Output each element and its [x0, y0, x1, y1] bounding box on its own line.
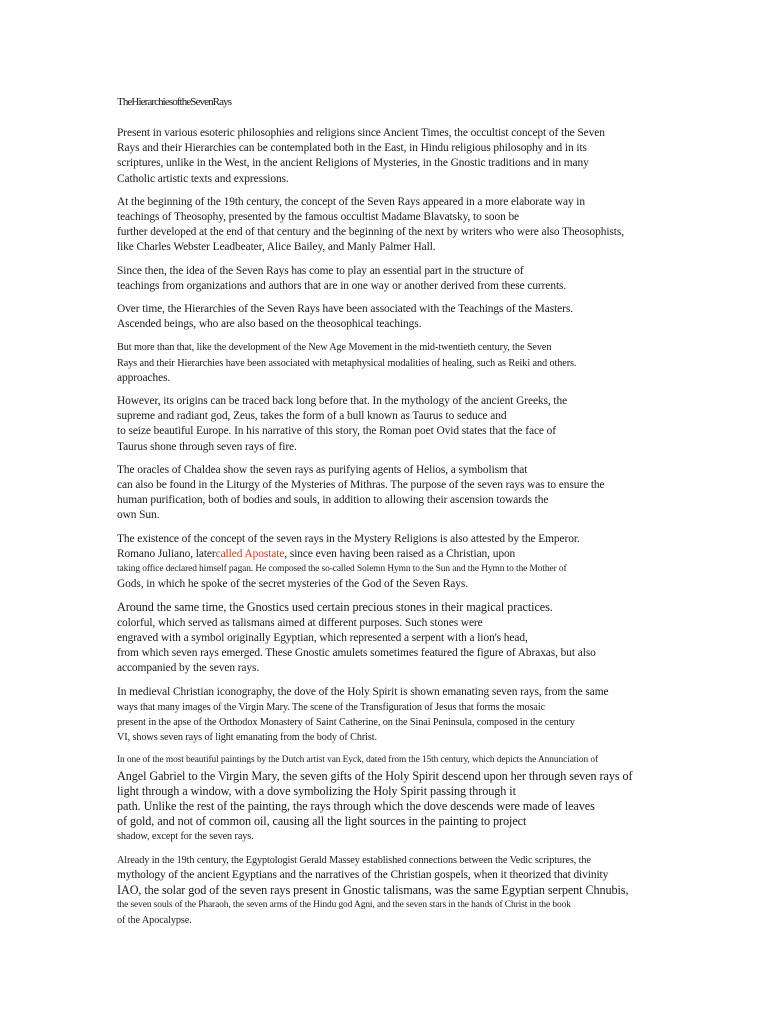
text-segment: own Sun.	[117, 509, 160, 522]
text-line	[117, 478, 657, 493]
text-line	[117, 156, 657, 171]
text-line	[117, 317, 657, 332]
text-line	[117, 646, 657, 661]
paragraph	[117, 600, 657, 676]
text-segment: But more than that, like the development of the New Age Movement in the mid-twentieth century, the Seven	[117, 342, 552, 354]
text-segment: light through a window, with a dove symbolizing the Holy Spirit passing through it	[117, 783, 516, 798]
text-line	[117, 394, 657, 409]
paragraph	[117, 302, 657, 332]
text-segment: scriptures, unlike in the West, in the ancient Religions of Mysteries, in the Gnostic traditions and in many	[117, 157, 589, 170]
text-line	[117, 562, 657, 577]
text-line	[117, 440, 657, 455]
text-line	[117, 730, 657, 745]
text-line	[117, 195, 657, 210]
text-line	[117, 340, 657, 355]
document-title: TheHierarchiesoftheSevenRays	[117, 96, 232, 108]
text-segment: path. Unlike the rest of the painting, the rays through which the dove descends were made of leaves	[117, 798, 595, 813]
text-line	[117, 883, 657, 898]
text-segment: like Charles Webster Leadbeater, Alice Bailey, and Manly Palmer Hall.	[117, 241, 436, 254]
text-line	[117, 769, 657, 784]
text-line	[117, 409, 657, 424]
text-line	[117, 631, 657, 646]
text-line	[117, 126, 657, 141]
text-line	[117, 532, 657, 547]
text-segment: Romano Juliano, later	[117, 547, 216, 560]
text-segment: Around the same time, the Gnostics used certain precious stones in their magical practices.	[117, 600, 553, 615]
text-segment: shadow, except for the seven rays.	[117, 831, 254, 843]
text-line	[117, 493, 657, 508]
text-segment: approaches.	[117, 371, 171, 384]
text-segment: accompanied by the seven rays.	[117, 662, 260, 675]
paragraph	[117, 340, 657, 386]
text-segment: Taurus shone through seven rays of fire.	[117, 440, 297, 453]
document-body	[117, 126, 657, 929]
text-segment: Over time, the Hierarchies of the Seven Rays have been associated with the Teachings of the Masters.	[117, 303, 573, 316]
text-segment: colorful, which served as talismans aimed at different purposes. Such stones were	[117, 616, 483, 629]
text-segment: of the Apocalypse.	[117, 915, 192, 927]
text-segment: Gods, in which he spoke of the secret mysteries of the God of the Seven Rays.	[117, 578, 468, 591]
text-line	[117, 172, 657, 187]
text-segment: mythology of the ancient Egyptians and the narratives of the Christian gospels, when it theorized that divinity	[117, 868, 609, 881]
text-line	[117, 715, 657, 730]
text-line	[117, 240, 657, 255]
text-line	[117, 700, 657, 715]
text-segment: In medieval Christian iconography, the dove of the Holy Spirit is shown emanating seven rays, from the same	[117, 685, 609, 698]
text-line	[117, 264, 657, 279]
text-segment: to seize beautiful Europe. In his narrative of this story, the Roman poet Ovid states that the face of	[117, 425, 557, 438]
text-segment: the seven souls of the Pharaoh, the seven arms of the Hindu god Agni, and the seven stars in the hands of Christ in the book	[117, 900, 571, 911]
text-segment: The oracles of Chaldea show the seven rays as purifying agents of Helios, a symbolism that	[117, 463, 528, 476]
text-line	[117, 868, 657, 883]
text-segment: However, its origins can be traced back long before that. In the mythology of the ancient Greeks, the	[117, 395, 568, 408]
text-segment: engraved with a symbol originally Egyptian, which represented a serpent with a lion's head,	[117, 631, 528, 644]
text-segment: Rays and their Hierarchies can be contemplated both in the East, in Hindu religious philosophy and in its	[117, 142, 587, 155]
document-page	[117, 95, 657, 937]
text-line	[117, 463, 657, 478]
text-segment: supreme and radiant god, Zeus, takes the form of a bull known as Taurus to seduce and	[117, 410, 507, 423]
text-line	[117, 898, 657, 913]
paragraph	[117, 753, 657, 844]
text-segment: can also be found in the Liturgy of the Mysteries of Mithras. The purpose of the seven rays was to ensure the	[117, 479, 605, 492]
paragraph	[117, 532, 657, 593]
paragraph	[117, 394, 657, 455]
text-segment: Present in various esoteric philosophies and religions since Ancient Times, the occultist concept of the Seven	[117, 127, 605, 139]
text-segment: further developed at the end of that century and the beginning of the next by writers who were also Theosophists,	[117, 226, 624, 239]
text-line	[117, 784, 657, 799]
text-line	[117, 424, 657, 439]
text-segment: teachings from organizations and authors that are in one way or another derived from these currents.	[117, 279, 567, 292]
text-segment: VI, shows seven rays of light emanating from the body of Christ.	[117, 732, 377, 744]
text-line	[117, 210, 657, 225]
text-line	[117, 829, 657, 844]
text-line	[117, 577, 657, 592]
paragraph	[117, 853, 657, 929]
text-segment: At the beginning of the 19th century, the concept of the Seven Rays appeared in a more elaborate way in	[117, 195, 585, 208]
text-line	[117, 753, 657, 768]
paragraph	[117, 463, 657, 524]
text-line	[117, 799, 657, 814]
text-segment: Ascended beings, who are also based on the theosophical teachings.	[117, 318, 422, 331]
text-line	[117, 853, 657, 868]
text-segment: , since even having been raised as a Christian, upon	[284, 547, 516, 560]
paragraph	[117, 126, 657, 187]
text-segment: of gold, and not of common oil, causing all the light sources in the painting to project	[117, 814, 527, 829]
text-segment: In one of the most beautiful paintings by the Dutch artist van Eyck, dated from the 15th century, which depicts the Annunciation of	[117, 755, 598, 766]
text-line	[117, 279, 657, 294]
inline-link[interactable]: called Apostate	[215, 547, 285, 560]
text-segment: human purification, both of bodies and souls, in addition to allowing their ascension towards the	[117, 494, 549, 507]
text-line	[117, 356, 657, 371]
text-segment: Rays and their Hierarchies have been associated with metaphysical modalities of healing, such as Reiki and others.	[117, 357, 577, 369]
text-line	[117, 141, 657, 156]
text-segment: Angel Gabriel to the Virgin Mary, the seven gifts of the Holy Spirit descend upon her through seven rays of	[117, 768, 633, 783]
text-line	[117, 547, 657, 562]
text-segment: ways that many images of the Virgin Mary. The scene of the Transfiguration of Jesus that forms the mosaic	[117, 701, 546, 713]
paragraph	[117, 264, 657, 294]
text-segment: Since then, the idea of the Seven Rays has come to play an essential part in the structure of	[117, 264, 524, 277]
text-segment: present in the apse of the Orthodox Monastery of Saint Catherine, on the Sinai Peninsula, composed in the century	[117, 716, 575, 728]
text-line	[117, 225, 657, 240]
text-line	[117, 913, 657, 928]
text-line	[117, 600, 657, 615]
text-segment: taking office declared himself pagan. He composed the so-called Solemn Hymn to the Sun and the Hymn to the Mother of	[117, 564, 567, 575]
text-line	[117, 371, 657, 386]
text-segment: The existence of the concept of the seven rays in the Mystery Religions is also attested by the Emperor.	[117, 532, 580, 545]
text-segment: teachings of Theosophy, presented by the famous occultist Madame Blavatsky, to soon be	[117, 211, 520, 224]
text-line	[117, 685, 657, 700]
text-segment: IAO, the solar god of the seven rays present in Gnostic talismans, was the same Egyptian serpent Chnubis,	[117, 882, 629, 897]
text-line	[117, 616, 657, 631]
text-segment: Already in the 19th century, the Egyptologist Gerald Massey established connections between the Vedic scriptures, the	[117, 854, 591, 866]
text-line	[117, 302, 657, 317]
text-line	[117, 814, 657, 829]
text-segment: Catholic artistic texts and expressions.	[117, 172, 289, 185]
text-line	[117, 508, 657, 523]
text-line	[117, 661, 657, 676]
paragraph	[117, 685, 657, 746]
paragraph	[117, 195, 657, 256]
text-segment: from which seven rays emerged. These Gnostic amulets sometimes featured the figure of Abraxas, but also	[117, 647, 596, 660]
